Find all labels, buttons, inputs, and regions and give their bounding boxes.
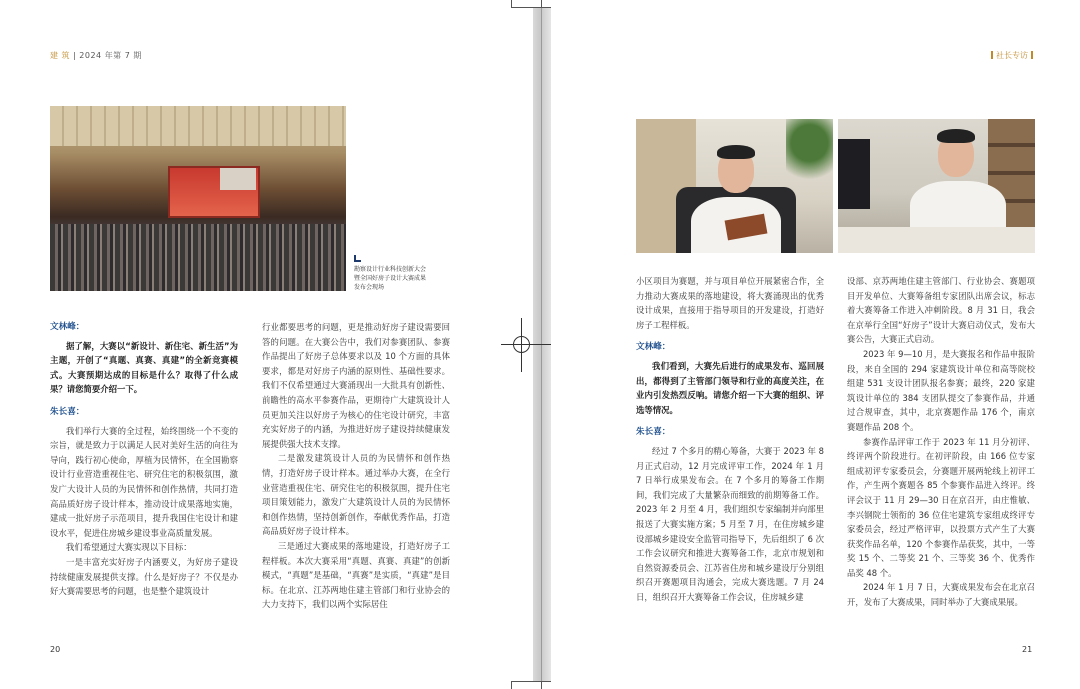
right-column-1 xyxy=(636,274,824,604)
speaker-label: 朱长喜： xyxy=(636,427,671,438)
body-paragraph: 设部、京苏两地住建主管部门、行业协会、赛题项目开发单位、大赛筹备组专家团队出席会议，标志着大赛筹备工作进入冲刺阶段。8 月 31 日，我会在京举行全国“好房子”设计大赛启动仪式，发布大赛公告，大赛正式启动。 xyxy=(847,276,1035,345)
body-paragraph: 行业都要思考的问题，更是推动好房子建设需要回答的问题。在大赛公告中，我们对参赛团队、参赛作品提出了好房子总体要求以及 10 个方面的具体要求，都是对好房子内涵的原则性、基础性要求。我们不仅希望通过大赛涌现出一大批具有创新性、前瞻性的高水平参赛作品，更期待广大建筑设计人员更加关注以好房子为核心的住宅设计研究，丰富充实好房子的内涵，为推进好房子建设持续健康发展提供强大技术支撑。 xyxy=(262,322,450,449)
issue-label: | 2024 年第 7 期 xyxy=(73,51,142,60)
right-column-2 xyxy=(847,274,1035,610)
crop-mark-icon xyxy=(509,332,535,358)
photo-caption: 勘察设计行业科技创新大会 暨全国好房子设计大赛成果 发布会现场 xyxy=(354,255,444,292)
page-number-right: 21 xyxy=(1022,645,1033,654)
body-paragraph: 三是通过大赛成果的落地建设，打造好房子工程样板。本次大赛采用“真题、真赛、真建”的创新模式，“真题”是基础，“真赛”是实质，“真建”是目标。在北京、江苏两地住建主管部门和行业协会的大力支持下，我们以两个实际居住 xyxy=(262,540,450,610)
running-header-left xyxy=(50,50,142,61)
body-paragraph: 经过 7 个多月的精心筹备，大赛于 2023 年 8 月正式启动，12 月完成评审工作，2024 年 1 月 7 日举行成果发布会。在 7 个多月的筹备工作期间，我们完成了大量繁杂而细致的前期筹备工作。2023 年 2 月至 4 月，我们组织专家编制并向部里报送了大赛实施方案；5 月至 7 月，在住房城乡建设部城乡建设安全监管司指导下，先后组织了 6 次工作会议研究和推进大赛筹备工作，北京市规划和自然资源委员会、江苏省住房和城乡建设厅分别组织召开赛题项目沟通会，完成大赛选题。7 月 24 日，组织召开大赛筹备工作会议，住房城乡建 xyxy=(636,445,824,602)
left-page xyxy=(0,0,533,689)
running-header-right xyxy=(988,50,1036,61)
magazine-name: 建 筑 xyxy=(50,51,71,60)
interview-question: 据了解，大赛以“新设计、新住宅、新生活”为主题，开创了“真题、真赛、真建”的全新竞赛模式。大赛预期达成的目标是什么？取得了什么成果？请您简要介绍一下。 xyxy=(50,340,238,395)
body-paragraph: 我们举行大赛的全过程，始终围绕一个不变的宗旨，就是致力于以满足人民对美好生活的向往为导向，践行初心使命，厚植为民情怀，在全国勘察设计行业营造重视住宅、研究住宅的积极氛围，激发广大设计人员的为民情怀和创作热情，共同打造高品质好房子设计样本，推动设计成果落地实施，建成一批好房子示范项目，提升我国住宅设计和建设水平，促进住房城乡建设事业高质量发展。 xyxy=(50,425,238,538)
left-column-1 xyxy=(50,320,238,599)
speaker-label: 文林峰： xyxy=(636,342,671,353)
speaker-label: 文林峰： xyxy=(50,322,85,332)
right-page xyxy=(551,0,1080,689)
section-label: 社长专访 xyxy=(996,51,1028,60)
page-number-left: 20 xyxy=(50,645,61,654)
interview-question: 我们看到，大赛先后进行的成果发布、巡回展出，都得到了主管部门领导和行业的高度关注，在业内引发热烈反响。请您介绍一下大赛的组织、评选等情况。 xyxy=(636,360,824,415)
body-paragraph: 2024 年 1 月 7 日，大赛成果发布会在北京召开，发布了大赛成果，同时举办了大赛成果展。 xyxy=(847,582,1035,608)
body-paragraph: 参赛作品评审工作于 2023 年 11 月分初评、终评两个阶段进行。在初评阶段，由 166 位专家组成初评专家委员会，分赛题开展两轮线上初评工作，产生两个赛题各 85 个参赛作品进入终评。终评会议于 11 月 29—30 日在京召开，由庄惟敏、李兴钢院士领衔的 36 位住宅建筑专家组成终评专家委员会，经过严格评审，以投票方式产生了大赛获奖作品名单，120 个参赛作品获奖，其中，一等奖 15 个、二等奖 21 个、三等奖 36 个、优秀作品奖 48 个。 xyxy=(847,436,1035,578)
body-paragraph: 小区项目为赛题，并与项目单位开展紧密合作，全力推动大赛成果的落地建设，将大赛涌现出的优秀设计成果，直接用于指导项目的开发建设，打造好房子工程样板。 xyxy=(636,276,824,330)
interviewee-photo-reading xyxy=(636,119,833,253)
body-paragraph: 我们希望通过大赛实现以下目标： xyxy=(65,542,192,553)
body-paragraph: 一是丰富充实好房子内涵要义，为好房子建设持续健康发展提供支撑。什么是好房子？不仅是办好大赛需要思考的问题，也是整个建筑设计 xyxy=(50,556,238,597)
caption-corner-icon xyxy=(354,255,361,262)
conference-hall-photo xyxy=(50,106,346,291)
speaker-label: 朱长喜： xyxy=(50,406,85,417)
body-paragraph: 2023 年 9—10 月，是大赛报名和作品申报阶段，来自全国的 294 家建筑设计单位和高等院校组建 531 支设计团队报名参赛；最终，220 家建筑设计单位的 384 支团队提交了参赛作品，并通过合规审查，其中，北京赛题作品 176 个，南京赛题作品 208 个。 xyxy=(847,348,1035,432)
interviewee-photo-desk xyxy=(838,119,1035,253)
left-column-2 xyxy=(262,320,450,612)
body-paragraph: 二是激发建筑设计人员的为民情怀和创作热情，打造好房子设计样本。通过举办大赛，在全行业营造重视住宅、研究住宅的积极氛围，提升住宅项目策划能力，激发广大建筑设计人员的为民情怀和创作热情，坚持创新创作，奉献优秀作品，打造高品质好房子设计样本。 xyxy=(262,453,450,537)
